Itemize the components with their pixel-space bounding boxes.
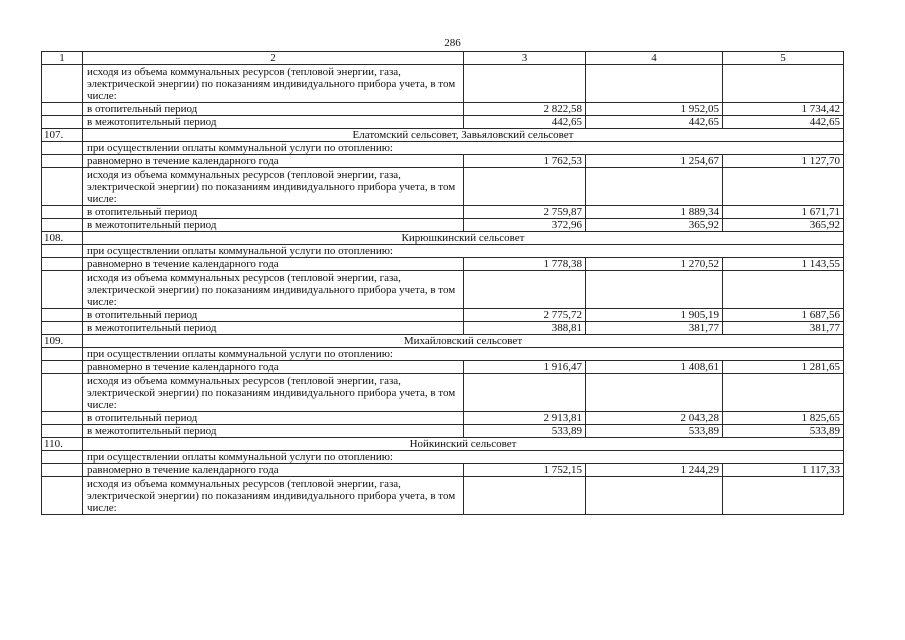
row-description: равномерно в течение календарного года [83,155,464,168]
value-column-5: 1 825,65 [723,412,844,425]
row-description: в отопительный период [83,412,464,425]
row-description: при осуществлении оплаты коммунальной услуги по отоплению: [83,142,844,155]
section-index: 110. [42,438,83,451]
empty-index-cell [42,361,83,374]
section-row [42,438,844,451]
value-column-5: 1 127,70 [723,155,844,168]
row-description: в отопительный период [83,309,464,322]
value-column-5: 1 687,56 [723,309,844,322]
empty-value-cell [464,168,586,206]
table-row [42,258,844,271]
section-row [42,129,844,142]
empty-value-cell [723,65,844,103]
section-title: Кирюшкинский сельсовет [83,232,844,245]
table-header-row [42,52,844,65]
table-row [42,155,844,168]
payment-mode-row [42,451,844,464]
column-header-5: 5 [723,52,844,65]
meter-basis-row [42,271,844,309]
value-column-4: 533,89 [586,425,723,438]
value-column-5: 1 281,65 [723,361,844,374]
value-column-4: 1 244,29 [586,464,723,477]
row-description: исходя из объема коммунальных ресурсов (тепловой энергии, газа, электрической энергии) по показаниям индивидуального прибора учета, в том числе: [83,168,464,206]
row-description: равномерно в течение календарного года [83,361,464,374]
empty-index-cell [42,116,83,129]
value-column-4: 1 408,61 [586,361,723,374]
empty-value-cell [723,374,844,412]
empty-index-cell [42,348,83,361]
value-column-4: 1 952,05 [586,103,723,116]
empty-index-cell [42,155,83,168]
value-column-3: 533,89 [464,425,586,438]
value-column-5: 365,92 [723,219,844,232]
value-column-3: 2 775,72 [464,309,586,322]
column-header-1: 1 [42,52,83,65]
value-column-3: 1 778,38 [464,258,586,271]
table-row [42,116,844,129]
row-description: равномерно в течение календарного года [83,464,464,477]
value-column-3: 2 913,81 [464,412,586,425]
meter-basis-row [42,168,844,206]
empty-value-cell [586,374,723,412]
empty-index-cell [42,374,83,412]
table-row [42,309,844,322]
value-column-5: 1 117,33 [723,464,844,477]
empty-index-cell [42,464,83,477]
empty-index-cell [42,168,83,206]
meter-basis-row [42,477,844,515]
empty-index-cell [42,477,83,515]
value-column-3: 2 759,87 [464,206,586,219]
empty-index-cell [42,245,83,258]
row-description: исходя из объема коммунальных ресурсов (тепловой энергии, газа, электрической энергии) по показаниям индивидуального прибора учета, в том числе: [83,65,464,103]
value-column-4: 1 270,52 [586,258,723,271]
empty-value-cell [464,374,586,412]
empty-value-cell [723,168,844,206]
value-column-3: 1 762,53 [464,155,586,168]
empty-index-cell [42,65,83,103]
table-row [42,425,844,438]
row-description: в отопительный период [83,206,464,219]
row-description: в межотопительный период [83,322,464,335]
meter-basis-row [42,65,844,103]
value-column-3: 442,65 [464,116,586,129]
row-description: в межотопительный период [83,425,464,438]
empty-index-cell [42,103,83,116]
value-column-3: 388,81 [464,322,586,335]
column-header-3: 3 [464,52,586,65]
empty-value-cell [586,271,723,309]
value-column-3: 372,96 [464,219,586,232]
empty-index-cell [42,451,83,464]
row-description: при осуществлении оплаты коммунальной услуги по отоплению: [83,245,844,258]
value-column-3: 1 916,47 [464,361,586,374]
value-column-4: 442,65 [586,116,723,129]
section-row [42,232,844,245]
row-description: исходя из объема коммунальных ресурсов (тепловой энергии, газа, электрической энергии) по показаниям индивидуального прибора учета, в том числе: [83,374,464,412]
empty-index-cell [42,309,83,322]
empty-index-cell [42,412,83,425]
section-index: 109. [42,335,83,348]
row-description: исходя из объема коммунальных ресурсов (тепловой энергии, газа, электрической энергии) по показаниям индивидуального прибора учета, в том числе: [83,477,464,515]
value-column-4: 1 905,19 [586,309,723,322]
empty-index-cell [42,425,83,438]
column-header-4: 4 [586,52,723,65]
empty-value-cell [586,168,723,206]
value-column-4: 381,77 [586,322,723,335]
value-column-4: 365,92 [586,219,723,232]
meter-basis-row [42,374,844,412]
empty-value-cell [464,65,586,103]
row-description: исходя из объема коммунальных ресурсов (тепловой энергии, газа, электрической энергии) по показаниям индивидуального прибора учета, в том числе: [83,271,464,309]
row-description: в отопительный период [83,103,464,116]
row-description: в межотопительный период [83,219,464,232]
value-column-4: 1 254,67 [586,155,723,168]
value-column-5: 1 734,42 [723,103,844,116]
empty-value-cell [464,477,586,515]
empty-index-cell [42,258,83,271]
section-row [42,335,844,348]
section-title: Елатомский сельсовет, Завьяловский сельсовет [83,129,844,142]
value-column-5: 1 143,55 [723,258,844,271]
payment-mode-row [42,348,844,361]
empty-value-cell [723,271,844,309]
section-index: 107. [42,129,83,142]
empty-index-cell [42,206,83,219]
value-column-5: 442,65 [723,116,844,129]
section-index: 108. [42,232,83,245]
table-row [42,219,844,232]
value-column-4: 1 889,34 [586,206,723,219]
empty-index-cell [42,219,83,232]
table-row [42,412,844,425]
value-column-5: 1 671,71 [723,206,844,219]
value-column-5: 381,77 [723,322,844,335]
table-row [42,361,844,374]
table-row [42,206,844,219]
section-title: Нойкинский сельсовет [83,438,844,451]
empty-index-cell [42,271,83,309]
row-description: при осуществлении оплаты коммунальной услуги по отоплению: [83,451,844,464]
empty-value-cell [464,271,586,309]
row-description: равномерно в течение календарного года [83,258,464,271]
row-description: в межотопительный период [83,116,464,129]
payment-mode-row [42,142,844,155]
section-title: Михайловский сельсовет [83,335,844,348]
page-number: 286 [444,37,461,49]
empty-value-cell [586,477,723,515]
table-row [42,464,844,477]
column-header-2: 2 [83,52,464,65]
empty-value-cell [586,65,723,103]
empty-index-cell [42,142,83,155]
row-description: при осуществлении оплаты коммунальной услуги по отоплению: [83,348,844,361]
value-column-4: 2 043,28 [586,412,723,425]
table-row [42,322,844,335]
empty-index-cell [42,322,83,335]
payment-mode-row [42,245,844,258]
tariff-table [41,51,844,515]
value-column-3: 1 752,15 [464,464,586,477]
value-column-3: 2 822,58 [464,103,586,116]
value-column-5: 533,89 [723,425,844,438]
table-row [42,103,844,116]
empty-value-cell [723,477,844,515]
